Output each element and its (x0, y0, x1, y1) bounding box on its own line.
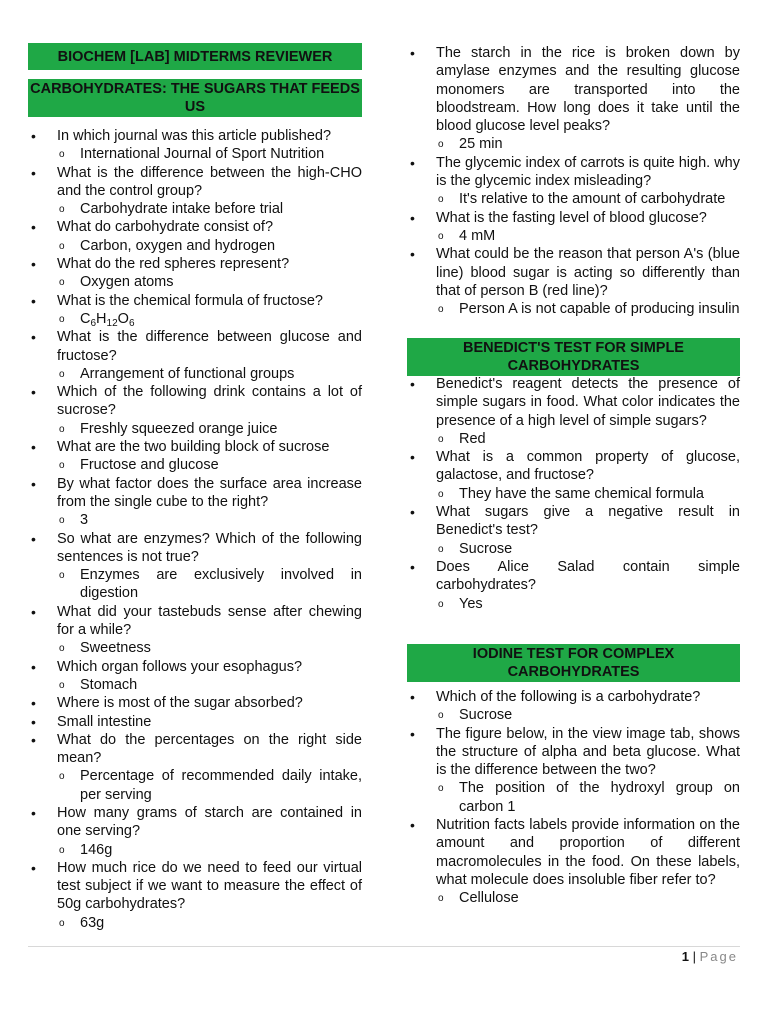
question-item: • Which of the following drink contains a lot of sucrose? (28, 383, 362, 420)
answer-item: o Carbon, oxygen and hydrogen (28, 237, 362, 255)
answer-item: o Arrangement of functional groups (28, 365, 362, 383)
answer-item: o 63g (28, 914, 362, 932)
answer-item: o Freshly squeezed orange juice (28, 420, 362, 438)
question-item: • By what factor does the surface area increase from the single cube to the right? (28, 475, 362, 512)
right-qa-list-mid (407, 375, 740, 613)
answer-item: o 25 min (407, 135, 740, 153)
answer-item: o Person A is not capable of producing insulin (407, 300, 740, 318)
question-item: • So what are enzymes? Which of the following sentences is not true? (28, 530, 362, 567)
page-separator: | (692, 949, 696, 964)
question-item: • Which organ follows your esophagus? (28, 658, 362, 676)
answer-item: o The position of the hydroxyl group on carbon 1 (407, 779, 740, 816)
question-item: • What is the chemical formula of fructose? (28, 292, 362, 310)
answer-item: o Sucrose (407, 706, 740, 724)
answer-item: o Cellulose (407, 889, 740, 907)
question-item: • What do carbohydrate consist of? (28, 218, 362, 236)
question-item: • What is a common property of glucose, galactose, and fructose? (407, 448, 740, 485)
question-item: • What did your tastebuds sense after chewing for a while? (28, 603, 362, 640)
question-item: • The glycemic index of carrots is quite high. why is the glycemic index misleading? (407, 154, 740, 191)
answer-item: o 146g (28, 841, 362, 859)
question-item: • What is the difference between the high-CHO and the control group? (28, 164, 362, 201)
answer-item: o Percentage of recommended daily intake, per serving (28, 767, 362, 804)
answer-item: o They have the same chemical formula (407, 485, 740, 503)
question-item: • Where is most of the sugar absorbed? (28, 694, 362, 712)
question-item: • What do the percentages on the right side mean? (28, 731, 362, 768)
answer-item: o Yes (407, 595, 740, 613)
document-title: BIOCHEM [LAB] MIDTERMS REVIEWER (28, 43, 362, 70)
question-item: • What sugars give a negative result in Benedict's test? (407, 503, 740, 540)
answer-item: o Enzymes are exclusively involved in digestion (28, 566, 362, 603)
question-item: • What could be the reason that person A's (blue line) blood sugar is acting so differently than that of person B (red line)? (407, 245, 740, 300)
page-number: 1 (681, 949, 689, 964)
section-title-benedicts-test: BENEDICT'S TEST FOR SIMPLE CARBOHYDRATES (407, 338, 740, 376)
answer-item: o International Journal of Sport Nutrition (28, 145, 362, 163)
answer-item: o It's relative to the amount of carbohydrate (407, 190, 740, 208)
answer-item: o Sucrose (407, 540, 740, 558)
question-item: • Which of the following is a carbohydrate? (407, 688, 740, 706)
answer-item: o Sweetness (28, 639, 362, 657)
answer-item: o 3 (28, 511, 362, 529)
question-item: • What is the fasting level of blood glucose? (407, 209, 740, 227)
question-item: • Small intestine (28, 713, 362, 731)
answer-item: o Fructose and glucose (28, 456, 362, 474)
question-item: • How much rice do we need to feed our virtual test subject if we want to measure the effect of 50g carbohydrates? (28, 859, 362, 914)
left-qa-list (28, 127, 362, 932)
section-title-iodine-test: IODINE TEST FOR COMPLEX CARBOHYDRATES (407, 644, 740, 682)
question-item: • What is the difference between glucose and fructose? (28, 328, 362, 365)
question-item: • What are the two building block of sucrose (28, 438, 362, 456)
page-label: Page (699, 949, 738, 964)
footer-divider (28, 946, 740, 947)
answer-item: o Carbohydrate intake before trial (28, 200, 362, 218)
right-qa-list-top (407, 44, 740, 318)
section-title-carbohydrates: CARBOHYDRATES: THE SUGARS THAT FEEDS US (28, 79, 362, 117)
answer-item: o Stomach (28, 676, 362, 694)
question-item: • In which journal was this article published? (28, 127, 362, 145)
answer-item: o 4 mM (407, 227, 740, 245)
answer-item: o Oxygen atoms (28, 273, 362, 291)
answer-item: o $C_6H_{12}O_6$ (28, 310, 362, 328)
question-item: • Does Alice Salad contain simple carbohydrates? (407, 558, 740, 595)
answer-item: o Red (407, 430, 740, 448)
question-item: • How many grams of starch are contained in one serving? (28, 804, 362, 841)
page-footer (682, 949, 738, 964)
right-qa-list-bottom (407, 688, 740, 908)
question-item: • Benedict's reagent detects the presence of simple sugars in food. What color indicates the presence of a high level of simple sugars? (407, 375, 740, 430)
question-item: • Nutrition facts labels provide information on the amount and proportion of different macromolecules in the food. On these labels, what molecule does insoluble fiber refer to? (407, 816, 740, 889)
question-item: • What do the red spheres represent? (28, 255, 362, 273)
question-item: • The starch in the rice is broken down by amylase enzymes and the resulting glucose monomers are transported into the bloodstream. How long does it take until the blood glucose level peaks? (407, 44, 740, 135)
question-item: • The figure below, in the view image tab, shows the structure of alpha and beta glucose. What is the difference between the two? (407, 725, 740, 780)
